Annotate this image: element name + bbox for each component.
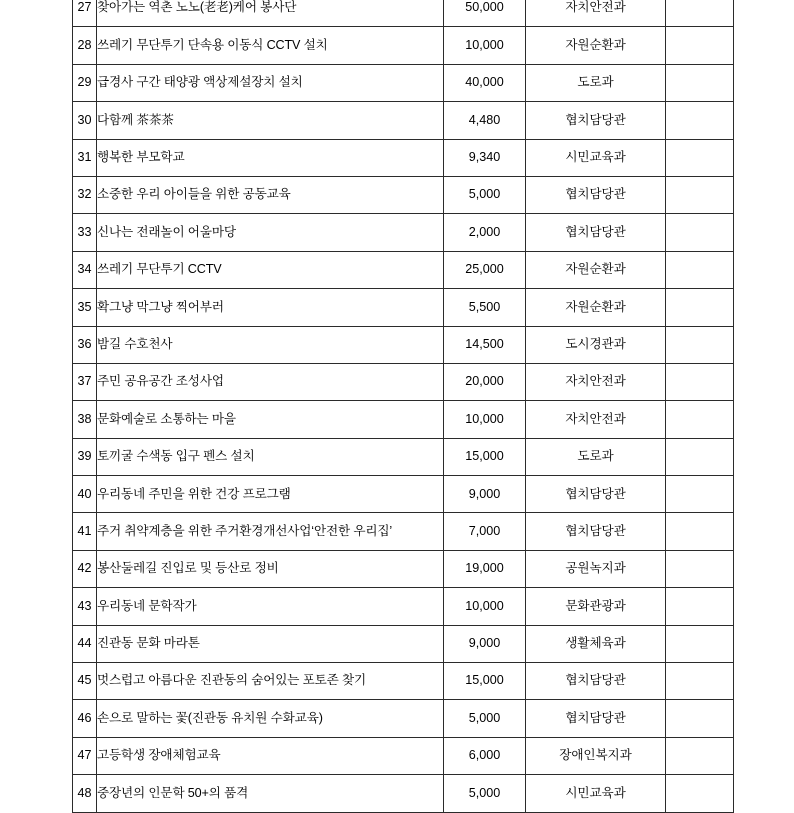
project-title-cell: 찾아가는 역촌 노노(老老)케어 봉사단 — [97, 0, 444, 27]
project-amount-cell: 19,000 — [444, 550, 526, 587]
project-amount-cell: 15,000 — [444, 663, 526, 700]
project-title-cell: 신나는 전래놀이 어울마당 — [97, 214, 444, 251]
note-cell — [666, 214, 734, 251]
table-body — [73, 0, 734, 812]
project-amount-cell: 9,340 — [444, 139, 526, 176]
note-cell — [666, 27, 734, 64]
table-row — [73, 326, 734, 363]
row-number-cell: 48 — [73, 775, 97, 812]
project-title-cell: 손으로 말하는 꽃(진관동 유치원 수화교육) — [97, 700, 444, 737]
project-title-cell: 다함께 茶茶茶 — [97, 102, 444, 139]
note-cell — [666, 513, 734, 550]
responsible-dept-cell: 협치담당관 — [526, 214, 666, 251]
project-amount-cell: 14,500 — [444, 326, 526, 363]
row-number-cell: 28 — [73, 27, 97, 64]
row-number-cell: 43 — [73, 588, 97, 625]
note-cell — [666, 64, 734, 101]
row-number-cell: 36 — [73, 326, 97, 363]
table-row — [73, 513, 734, 550]
responsible-dept-cell: 시민교육과 — [526, 139, 666, 176]
table-row — [73, 214, 734, 251]
responsible-dept-cell: 도시경관과 — [526, 326, 666, 363]
project-amount-cell: 10,000 — [444, 401, 526, 438]
responsible-dept-cell: 문화관광과 — [526, 588, 666, 625]
responsible-dept-cell: 자원순환과 — [526, 27, 666, 64]
project-title-cell: 쓰레기 무단투기 CCTV — [97, 251, 444, 288]
table-row — [73, 775, 734, 812]
row-number-cell: 29 — [73, 64, 97, 101]
row-number-cell: 44 — [73, 625, 97, 662]
responsible-dept-cell: 협치담당관 — [526, 102, 666, 139]
budget-project-table — [72, 0, 734, 813]
note-cell — [666, 139, 734, 176]
table-row — [73, 363, 734, 400]
project-title-cell: 문화예술로 소통하는 마을 — [97, 401, 444, 438]
note-cell — [666, 550, 734, 587]
project-amount-cell: 5,000 — [444, 700, 526, 737]
table-row — [73, 102, 734, 139]
project-amount-cell: 25,000 — [444, 251, 526, 288]
row-number-cell: 34 — [73, 251, 97, 288]
table-row — [73, 27, 734, 64]
project-amount-cell: 10,000 — [444, 27, 526, 64]
table-row — [73, 588, 734, 625]
row-number-cell: 37 — [73, 363, 97, 400]
project-title-cell: 고등학생 장애체험교육 — [97, 737, 444, 774]
project-title-cell: 진관동 문화 마라톤 — [97, 625, 444, 662]
project-title-cell: 밤길 수호천사 — [97, 326, 444, 363]
row-number-cell: 30 — [73, 102, 97, 139]
note-cell — [666, 0, 734, 27]
table-row — [73, 625, 734, 662]
project-amount-cell: 4,480 — [444, 102, 526, 139]
table-row — [73, 176, 734, 213]
note-cell — [666, 438, 734, 475]
note-cell — [666, 476, 734, 513]
note-cell — [666, 363, 734, 400]
row-number-cell: 27 — [73, 0, 97, 27]
project-amount-cell: 9,000 — [444, 625, 526, 662]
table-row — [73, 663, 734, 700]
responsible-dept-cell: 생활체육과 — [526, 625, 666, 662]
project-amount-cell: 6,000 — [444, 737, 526, 774]
table-row — [73, 289, 734, 326]
table-row — [73, 0, 734, 27]
row-number-cell: 33 — [73, 214, 97, 251]
project-amount-cell: 40,000 — [444, 64, 526, 101]
project-title-cell: 중장년의 인문학 50+의 품격 — [97, 775, 444, 812]
project-amount-cell: 9,000 — [444, 476, 526, 513]
note-cell — [666, 663, 734, 700]
project-title-cell: 행복한 부모학교 — [97, 139, 444, 176]
project-title-cell: 급경사 구간 태양광 액상제설장치 설치 — [97, 64, 444, 101]
row-number-cell: 47 — [73, 737, 97, 774]
responsible-dept-cell: 장애인복지과 — [526, 737, 666, 774]
note-cell — [666, 588, 734, 625]
project-title-cell: 멋스럽고 아름다운 진관동의 숨어있는 포토존 찾기 — [97, 663, 444, 700]
responsible-dept-cell: 자원순환과 — [526, 251, 666, 288]
responsible-dept-cell: 공원녹지과 — [526, 550, 666, 587]
responsible-dept-cell: 도로과 — [526, 438, 666, 475]
note-cell — [666, 625, 734, 662]
responsible-dept-cell: 협치담당관 — [526, 700, 666, 737]
row-number-cell: 31 — [73, 139, 97, 176]
note-cell — [666, 737, 734, 774]
project-amount-cell: 15,000 — [444, 438, 526, 475]
project-amount-cell: 5,000 — [444, 775, 526, 812]
project-title-cell: 주거 취약계층을 위한 주거환경개선사업‘안전한 우리집’ — [97, 513, 444, 550]
responsible-dept-cell: 자원순환과 — [526, 289, 666, 326]
project-amount-cell: 5,500 — [444, 289, 526, 326]
table-row — [73, 438, 734, 475]
row-number-cell: 39 — [73, 438, 97, 475]
note-cell — [666, 102, 734, 139]
project-title-cell: 확그냥 막그냥 찍어부러 — [97, 289, 444, 326]
project-amount-cell: 2,000 — [444, 214, 526, 251]
responsible-dept-cell: 시민교육과 — [526, 775, 666, 812]
project-amount-cell: 5,000 — [444, 176, 526, 213]
project-amount-cell: 7,000 — [444, 513, 526, 550]
table-row — [73, 64, 734, 101]
responsible-dept-cell: 자치안전과 — [526, 363, 666, 400]
note-cell — [666, 775, 734, 812]
responsible-dept-cell: 도로과 — [526, 64, 666, 101]
project-amount-cell: 50,000 — [444, 0, 526, 27]
table-row — [73, 401, 734, 438]
responsible-dept-cell: 협치담당관 — [526, 476, 666, 513]
note-cell — [666, 251, 734, 288]
table-row — [73, 737, 734, 774]
table-row — [73, 476, 734, 513]
responsible-dept-cell: 협치담당관 — [526, 513, 666, 550]
project-title-cell: 주민 공유공간 조성사업 — [97, 363, 444, 400]
project-title-cell: 우리동네 문학작가 — [97, 588, 444, 625]
row-number-cell: 32 — [73, 176, 97, 213]
note-cell — [666, 176, 734, 213]
table-row — [73, 139, 734, 176]
project-title-cell: 토끼굴 수색동 입구 펜스 설치 — [97, 438, 444, 475]
project-amount-cell: 20,000 — [444, 363, 526, 400]
row-number-cell: 38 — [73, 401, 97, 438]
table-row — [73, 700, 734, 737]
row-number-cell: 46 — [73, 700, 97, 737]
project-title-cell: 우리동네 주민을 위한 건강 프로그램 — [97, 476, 444, 513]
table-container — [72, 0, 734, 813]
project-amount-cell: 10,000 — [444, 588, 526, 625]
project-title-cell: 봉산둘레길 진입로 및 등산로 정비 — [97, 550, 444, 587]
project-title-cell: 소중한 우리 아이들을 위한 공동교육 — [97, 176, 444, 213]
table-row — [73, 251, 734, 288]
row-number-cell: 41 — [73, 513, 97, 550]
responsible-dept-cell: 협치담당관 — [526, 663, 666, 700]
note-cell — [666, 700, 734, 737]
row-number-cell: 40 — [73, 476, 97, 513]
note-cell — [666, 401, 734, 438]
responsible-dept-cell: 자치안전과 — [526, 0, 666, 27]
responsible-dept-cell: 협치담당관 — [526, 176, 666, 213]
row-number-cell: 42 — [73, 550, 97, 587]
project-title-cell: 쓰레기 무단투기 단속용 이동식 CCTV 설치 — [97, 27, 444, 64]
row-number-cell: 35 — [73, 289, 97, 326]
note-cell — [666, 326, 734, 363]
note-cell — [666, 289, 734, 326]
table-row — [73, 550, 734, 587]
responsible-dept-cell: 자치안전과 — [526, 401, 666, 438]
row-number-cell: 45 — [73, 663, 97, 700]
